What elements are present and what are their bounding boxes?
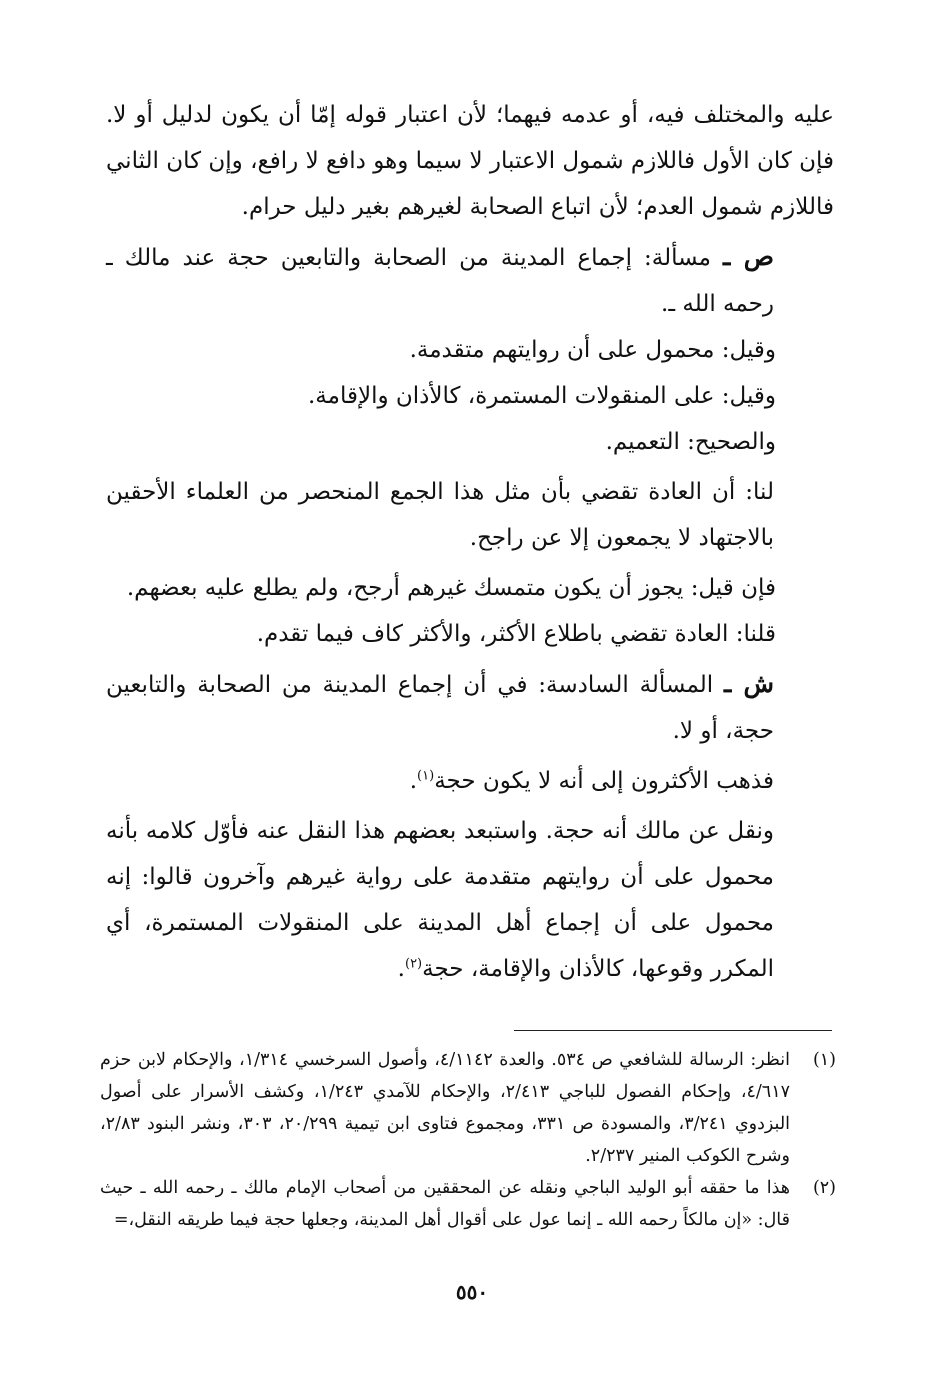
objection-line: فإن قيل: يجوز أن يكون متمسك غيرهم أرجح، ولم يطلع عليه بعضهم. [126, 575, 776, 601]
proof-paragraph: لنا: أن العادة تقضي بأن مثل هذا الجمع المنحصر من العلماء الأحقين بالاجتهاد لا يجمعون إلا عن راجح. [106, 479, 774, 551]
footnote-number: (٢) [812, 1178, 836, 1198]
matn-question-text: مسألة: إجماع المدينة من الصحابة والتابعين حجة عند مالك ـ رحمه الله ـ. [106, 245, 774, 317]
naql-text: ونقل عن مالك أنه حجة. واستبعد بعضهم هذا النقل عنه فأوّل كلامه بأنه محمول على أن روايتهم متقدمة على رواية غيرهم وآخرون قالوا: إنه محمول على أن إجماع أهل المدينة على المنقولات المستمرة، أي المكرر وقوعها، كالأذان والإقامة، حجة [106, 818, 774, 982]
majority-paragraph [106, 758, 834, 804]
matn-question [106, 234, 834, 327]
footnote-number: (١) [812, 1050, 836, 1070]
page-number: ٥٥٠ [455, 1280, 489, 1304]
main-text [106, 92, 834, 992]
footnote-ref-1: (١) [417, 768, 435, 784]
opinion-3: والصحيح: التعميم. [605, 429, 776, 455]
footnote-2 [100, 1172, 836, 1236]
sad-marker: ص ـ [723, 242, 774, 271]
intro-paragraph: عليه والمختلف فيه، أو عدمه فيهما؛ لأن اعتبار قوله إمّا أن يكون لدليل أو لا. فإن كان الأول فاللازم شمول الاعتبار لا سيما وهو دافع لا رافع، وإن كان الثاني فاللازم شمول العدم؛ لأن اتباع الصحابة لغيرهم بغير دليل حرام. [106, 102, 834, 220]
opinion-1: وقيل: محمول على أن روايتهم متقدمة. [409, 337, 776, 363]
commentary-question-text: المسألة السادسة: في أن إجماع المدينة من الصحابة والتابعين حجة، أو لا. [106, 672, 774, 744]
footnote-1 [100, 1044, 836, 1172]
footnote-text: هذا ما حققه أبو الوليد الباجي ونقله عن المحققين من أصحاب الإمام مالك ـ رحمه الله ـ حيث قال: «إن مالكاً رحمه الله ـ إنما عول على أقوال أهل المدينة، وجعلها حجة فيما طريقه النقل،= [100, 1178, 790, 1230]
shin-marker: ش ـ [723, 669, 775, 698]
footnote-divider [514, 1030, 832, 1031]
majority-end: . [409, 768, 418, 794]
majority-text: فذهب الأكثرون إلى أنه لا يكون حجة [434, 768, 774, 794]
naql-end: . [397, 956, 405, 982]
commentary-question [106, 661, 834, 754]
reply-line: قلنا: العادة تقضي باطلاع الأكثر، والأكثر كاف فيما تقدم. [256, 621, 776, 647]
footnotes [100, 1044, 836, 1236]
opinion-2: وقيل: على المنقولات المستمرة، كالأذان والإقامة. [308, 383, 776, 409]
naql-paragraph [106, 808, 834, 992]
footnote-ref-2: (٢) [404, 956, 423, 972]
footnote-text: انظر: الرسالة للشافعي ص ٥٣٤. والعدة ٤/١١٤٢، وأصول السرخسي ١/٣١٤، والإحكام لابن حزم ٤/٦١٧، وإحكام الفصول للباجي ٢/٤١٣، والإحكام للآمدي ١/٢٤٣، وكشف الأسرار على أصول البزدوي ٣/٢٤١، والمسودة ص ٣٣١، ومجموع فتاوى ابن تيمية ٢٠/٢٩٩، ٣٠٣، ونشر البنود ٢/٨٣، وشرح الكوكب المنير ٢/٢٣٧. [100, 1050, 791, 1166]
